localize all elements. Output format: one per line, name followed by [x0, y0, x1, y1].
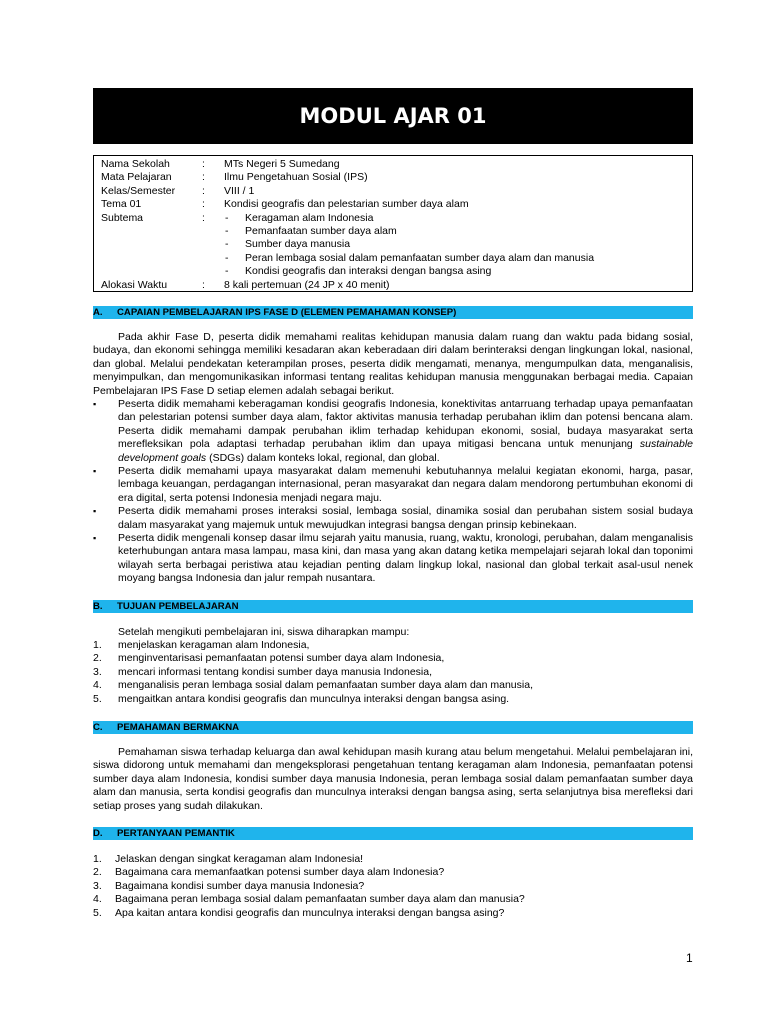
section-heading: PERTANYAAN PEMANTIK: [117, 828, 235, 839]
subtheme-text: Kondisi geografis dan interaksi dengan bangsa asing: [245, 265, 492, 278]
item-text: menginventarisasi pemanfaatan potensi sumber daya alam Indonesia,: [118, 652, 445, 665]
list-item: [93, 853, 693, 866]
page-number: 1: [686, 951, 693, 965]
info-label: Mata Pelajaran: [101, 171, 172, 184]
item-number: 4.: [93, 679, 102, 692]
info-value: Kondisi geografis dan pelestarian sumber daya alam: [224, 198, 469, 211]
item-number: 1.: [93, 639, 102, 651]
subtheme-text: Sumber daya manusia: [245, 238, 351, 251]
item-text: Bagaimana kondisi sumber daya manusia Indonesia?: [115, 879, 365, 892]
item-text: menjelaskan keragaman alam Indonesia,: [118, 639, 310, 651]
bullet-marker: ▪: [93, 506, 97, 517]
info-colon: :: [202, 211, 205, 224]
list-item: [93, 465, 693, 505]
list-item: [93, 639, 693, 652]
list-item: [93, 679, 693, 692]
info-label: Subtema: [101, 211, 144, 224]
document-title: MODUL AJAR 01: [299, 104, 487, 128]
info-value: MTs Negeri 5 Sumedang: [224, 158, 340, 170]
identity-table: [93, 155, 693, 292]
subtheme-text: Peran lembaga sosial dalam pemanfaatan sumber daya alam dan manusia: [245, 251, 595, 264]
dash-marker: -: [225, 265, 229, 278]
bullet-text: Peserta didik memahami keberagaman kondisi geografis Indonesia, konektivitas antarruang terhadap upaya pemanfaatan dan pelestarian potensi sumber daya alam, faktor aktivitas manusia terhadap perubahan iklim dan potensi bencana alam. Peserta didik memahami dampak perubahan iklim terhadap kehidupan ekonomi, sosial, budaya masyarakat serta merefleksikan pola adaptasi terhadap perubahan iklim dan upaya mitigasi bencana untuk menunjang: [118, 398, 693, 451]
section-letter: C.: [93, 722, 103, 733]
list-item: [93, 907, 693, 920]
section-c-header: [93, 721, 693, 734]
item-text: Bagaimana peran lembaga sosial dalam pemanfaatan sumber daya alam dan manusia?: [115, 893, 525, 906]
item-number: 5.: [93, 692, 102, 705]
list-item: [93, 398, 693, 465]
item-text: mengaitkan antara kondisi geografis dan munculnya interaksi dengan bangsa asing.: [118, 692, 510, 705]
info-colon: :: [202, 184, 205, 197]
section-b-header: [93, 600, 693, 613]
bullet-text: Peserta didik mengenali konsep dasar ilmu sejarah yaitu manusia, ruang, waktu, kronologi, perubahan, dalam menganalisis keterhubungan antara masa lampau, masa kini, dan masa yang akan datang ketika mempelajari sejarah lokal dan toponimi wilayah serta berbagai peristiwa atau kejadian penting dalam lingkup lokal, nasional dan global terkait asal-usul nenek moyang bangsa Indonesia dan jalur rempah nusantara.: [118, 532, 693, 585]
info-label: Kelas/Semester: [101, 184, 176, 197]
dash-marker: -: [225, 225, 229, 237]
info-label: Tema 01: [101, 198, 142, 211]
section-c-paragraph: Pemahaman siswa terhadap keluarga dan awal kehidupan masih kurang atau belum mengetahui. Melalui pembelajaran ini, siswa didorong untuk memahami dan mengeksplorasi pengetahuan tentang keragaman alam Indonesia, pemanfaatan potensi sumber daya alam Indonesia, kondisi sumber daya manusia Indonesia, peran lembaga sosial dalam pemanfaatan sumber daya alam dan manusia, serta kondisi geografis dan munculnya interaksi dengan bangsa asing, serta selanjutnya bisa merefleksi dari setiap proses yang sudah dilakukan.: [93, 746, 693, 812]
info-colon: :: [202, 171, 205, 184]
section-a-bullet-list: [93, 398, 693, 586]
list-item: [93, 693, 693, 706]
subtheme-text: Pemanfaatan sumber daya alam: [245, 225, 397, 237]
section-heading: TUJUAN PEMBELAJARAN: [117, 601, 239, 612]
item-number: 1.: [93, 853, 102, 865]
item-text: Jelaskan dengan singkat keragaman alam Indonesia!: [115, 853, 364, 865]
item-text: Bagaimana cara memanfaatkan potensi sumber daya alam Indonesia?: [115, 866, 445, 879]
bullet-marker: ▪: [93, 466, 97, 477]
bullet-marker: ▪: [93, 533, 97, 544]
item-number: 2.: [93, 652, 102, 665]
list-item: [93, 880, 693, 893]
info-label: Alokasi Waktu: [101, 278, 168, 291]
item-number: 3.: [93, 665, 102, 678]
bullet-text-italic: sustainable development goals: [118, 438, 693, 464]
list-item: [93, 893, 693, 906]
list-item: [93, 532, 693, 586]
section-heading: PEMAHAMAN BERMAKNA: [117, 722, 240, 733]
bullet-marker: ▪: [93, 399, 97, 409]
item-number: 4.: [93, 893, 102, 906]
info-value: 8 kali pertemuan (24 JP x 40 menit): [224, 278, 390, 291]
bullet-text: Peserta didik memahami proses interaksi sosial, lembaga sosial, dinamika sosial dan perubahan sistem sosial budaya dalam masyarakat yang majemuk untuk mewujudkan integrasi bangsa dengan prinsip kebinekaan.: [118, 505, 693, 531]
list-item: [93, 866, 693, 879]
dash-marker: -: [225, 251, 229, 264]
info-value: VIII / 1: [224, 184, 255, 197]
learning-goals-list: [93, 639, 693, 706]
section-a-header: [93, 306, 693, 319]
section-letter: A.: [93, 307, 103, 318]
dash-marker: -: [225, 238, 229, 251]
section-letter: B.: [93, 601, 103, 612]
section-a-paragraph: Pada akhir Fase D, peserta didik memahami realitas kehidupan manusia dalam ruang dan waktu pada bidang sosial, budaya, dan ekonomi sehingga memiliki kesadaran akan keberadaan diri dalam berinteraksi dengan lingkungan lokal, nasional, dan global. Melalui pendekatan keterampilan proses, peserta didik mengamati, menanya, mengumpulkan data, menganalisis, menyimpulkan, dan mengomunikasikan informasi tentang realitas kehidupan manusia menggunakan berbagai media. Capaian Pembelajaran IPS Fase D setiap elemen adalah sebagai berikut.: [93, 331, 693, 397]
bullet-text: Peserta didik memahami upaya masyarakat dalam memenuhi kebutuhannya melalui kegiatan ekonomi, harga, pasar, lembaga keuangan, perdagangan internasional, peran masyarakat dan negara dalam mendorong pertumbuhan ekonomi di era digital, serta potensi Indonesia menjadi negara maju.: [118, 465, 693, 504]
document-title-bar: [93, 88, 693, 144]
info-value: Ilmu Pengetahuan Sosial (IPS): [224, 171, 368, 184]
item-text: Apa kaitan antara kondisi geografis dan munculnya interaksi dengan bangsa asing?: [115, 906, 505, 919]
guiding-questions-list: [93, 853, 693, 920]
dash-marker: -: [225, 211, 229, 224]
section-d-header: [93, 827, 693, 840]
item-number: 2.: [93, 866, 102, 879]
info-colon: :: [202, 158, 205, 170]
section-letter: D.: [93, 828, 103, 839]
info-colon: :: [202, 278, 205, 291]
section-heading: CAPAIAN PEMBELAJARAN IPS FASE D (ELEMEN PEMAHAMAN KONSEP): [117, 307, 457, 318]
info-label: Nama Sekolah: [101, 158, 170, 170]
list-item: [93, 652, 693, 665]
item-number: 5.: [93, 906, 102, 919]
section-b-intro: Setelah mengikuti pembelajaran ini, siswa diharapkan mampu:: [118, 626, 410, 638]
item-text: menganalisis peran lembaga sosial dalam pemanfaatan sumber daya alam dan manusia,: [118, 679, 533, 692]
item-text: mencari informasi tentang kondisi sumber daya manusia Indonesia,: [118, 665, 433, 678]
list-item: [93, 505, 693, 532]
item-number: 3.: [93, 879, 102, 892]
info-colon: :: [202, 198, 205, 211]
list-item: [93, 666, 693, 679]
bullet-text: (SDGs) dalam konteks lokal, regional, dan global.: [206, 451, 440, 464]
subtheme-text: Keragaman alam Indonesia: [245, 211, 374, 224]
